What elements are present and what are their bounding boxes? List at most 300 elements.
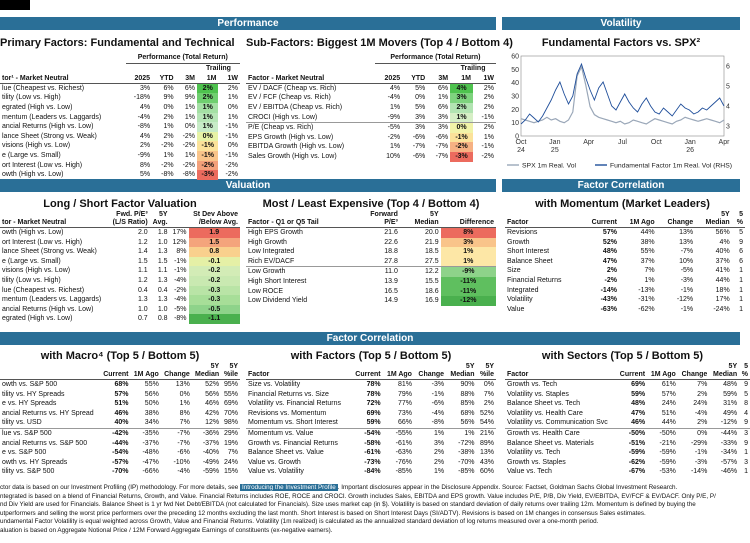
cell-value: 43%	[479, 458, 494, 466]
cell-value: -2%	[182, 161, 196, 169]
row-label: ort Interest (Low vs. High)	[2, 161, 83, 169]
table-row	[505, 390, 750, 400]
cell-value: 42%	[205, 409, 220, 417]
table-row	[246, 467, 496, 477]
cell-value: 4%	[139, 132, 151, 140]
investment-profile-link[interactable]: Introducing the Investment Profile	[241, 484, 336, 491]
column-header: Factor - Q1 or Q5 Tail	[246, 211, 354, 228]
table-row	[0, 418, 240, 428]
column-header	[0, 363, 100, 380]
cell-value: 69%	[366, 409, 381, 417]
table-row	[0, 276, 240, 286]
column-header: Factor - Market Neutral	[246, 73, 375, 83]
cell-value: -21%	[659, 439, 676, 447]
cell-value: 1.4	[137, 248, 148, 256]
cell-value: -44%	[112, 439, 129, 447]
factors-panel	[246, 363, 496, 477]
cell-value: 3%	[450, 93, 473, 103]
column-header: Current	[100, 363, 131, 380]
cell-value: 1.5	[137, 257, 148, 265]
y-tick-label: 0	[515, 133, 519, 141]
x-tick-label: 24	[517, 147, 525, 154]
cell-value: 0.4	[157, 286, 168, 294]
cell-value: 11.0	[354, 267, 400, 277]
row-label: Value vs. Volatility	[248, 468, 304, 476]
cell-value: 55%	[144, 381, 159, 388]
table-row	[0, 439, 240, 449]
table-row	[246, 458, 496, 468]
row-label: Momentum vs. Short Interest	[248, 419, 338, 427]
cell-value: 9	[744, 381, 748, 388]
cell-value: 17%	[715, 296, 730, 304]
cell-value: -10%	[173, 458, 190, 466]
cell-value: -7%	[177, 439, 190, 447]
cell-value: 1%	[197, 103, 218, 113]
cell-value: -0.3	[189, 295, 240, 305]
cell-value: 1.3	[157, 296, 168, 304]
cell-value: -37%	[202, 439, 220, 447]
cell-value: 6%	[437, 84, 449, 92]
cell-value: -72%	[458, 439, 475, 447]
row-label: owth vs. HY Spreads	[2, 458, 68, 466]
row-label: e (Large vs. Small)	[2, 151, 61, 159]
cell-value: 56%	[205, 390, 220, 398]
y-tick-label: 60	[511, 53, 519, 61]
footnote-2: ntegrated is based on a blend of Financial Returns, Growth, and Value. Financial Returns includes ROE, ROCE and CROCI. Growth includes Sales, EBITDA and EPS growth. Value includes P/E, P/B, Div Yield, EV/EBITDA, EV/FCF & EV/DACF. Only P/E, P/	[0, 492, 716, 500]
cell-value: 3%	[402, 123, 427, 133]
cell-value: 9	[744, 419, 748, 427]
volatility-chart	[505, 50, 740, 178]
row-label: Growth vs. Health Care	[505, 428, 616, 438]
row-label: ort Interest (Low vs. High)	[2, 238, 83, 246]
column-header: 5Y Median	[695, 211, 732, 228]
column-header: 1M Ago	[383, 363, 414, 380]
y2-tick-label: 6	[726, 63, 730, 71]
cell-value: 50%	[144, 400, 159, 408]
row-label: Rich EV/DACF	[248, 257, 295, 265]
column-header: 3M	[427, 73, 450, 83]
cell-value: -0.3	[189, 286, 240, 296]
cell-value: -4%	[137, 113, 151, 121]
y-tick-label: 50	[511, 66, 519, 74]
cell-value: -5%	[174, 305, 187, 313]
cell-value: 44%	[715, 276, 730, 284]
cell-value: -76%	[395, 458, 412, 466]
cell-value: 1%	[227, 94, 238, 102]
cell-value: 8%	[139, 161, 151, 169]
row-label: visions (High vs. Low)	[2, 142, 71, 150]
cell-value: 0.4	[137, 286, 148, 294]
table-row	[246, 439, 496, 449]
series-line	[521, 64, 724, 124]
cell-value: -63%	[600, 305, 617, 313]
cell-value: -49%	[202, 458, 220, 466]
cell-value: 70%	[223, 409, 238, 417]
column-header: 2025	[375, 73, 402, 83]
cell-value: -8%	[182, 171, 196, 179]
cell-value: -1%	[225, 123, 238, 131]
x-tick-label: Oct	[515, 139, 527, 146]
column-header: 5Y %ile	[476, 363, 496, 380]
cell-value: -13%	[638, 286, 655, 294]
table-row	[0, 247, 240, 257]
row-label: High Short Interest	[248, 277, 307, 285]
cell-value: 13%	[679, 229, 694, 236]
table-row	[505, 467, 750, 477]
row-label: EV / EBITDA (Cheap vs. Rich)	[248, 103, 343, 111]
cell-value: 18%	[715, 286, 730, 294]
cell-value: -70%	[458, 458, 475, 466]
table-row	[0, 103, 240, 113]
expensive-title: Most / Least Expensive (Top 4 / Bottom 4)	[262, 198, 480, 210]
table-row	[246, 257, 496, 267]
column-header: 1M Ago	[131, 363, 161, 380]
cell-value: 60%	[479, 468, 494, 476]
cell-value: 1	[744, 449, 748, 457]
cell-value: 21%	[476, 428, 496, 438]
cell-value: -6%	[177, 449, 190, 457]
table-row	[505, 247, 745, 257]
x-tick-label: Apr	[718, 139, 730, 146]
cell-value: 6	[739, 248, 743, 256]
header-row	[0, 211, 240, 228]
header-row	[0, 73, 240, 83]
row-label: Balance Sheet vs. Tech	[507, 400, 581, 408]
cell-value: 2%	[139, 142, 151, 150]
cell-value: 48%	[723, 381, 738, 388]
primary-factors-panel	[0, 53, 240, 180]
column-header: 1W	[473, 73, 496, 83]
table-row	[0, 151, 240, 161]
column-header: 5Y %ile	[221, 363, 240, 380]
cell-value: 1.0	[157, 238, 168, 246]
row-label: ancial Returns (High vs. Low)	[2, 305, 94, 313]
expensive-panel	[246, 211, 496, 306]
table-row	[0, 286, 240, 296]
footnote-3: nd Div Yield are used for Financials. Balance Sheet is 1 yr fwd Net Debt/EBITDA (not calculated for Financials). Size uses market cap (in $). Volatility is based on standard deviation of daily returns over trailing 12m. Momentum is defined by buying the	[0, 501, 696, 509]
row-label: Balance Sheet vs. Materials	[507, 439, 594, 447]
momentum-panel	[505, 211, 745, 314]
momentum-table	[505, 211, 745, 314]
row-label: Volatility vs. Financial Returns	[248, 400, 341, 408]
header-row	[505, 211, 745, 228]
row-label: e (Large vs. Small)	[2, 257, 61, 265]
row-label: lue (Cheapest vs. Richest)	[2, 84, 85, 92]
cell-value: 0%	[450, 123, 473, 133]
cell-value: 1.2	[137, 238, 148, 246]
x-tick-label: Jan	[684, 139, 696, 146]
cell-value: 16.9	[424, 297, 439, 305]
plot-frame	[521, 56, 724, 136]
cell-value: -1.1	[189, 314, 240, 324]
cell-value: 8%	[441, 228, 496, 238]
cell-value: 13%	[175, 381, 190, 388]
cell-value: 1	[739, 305, 743, 313]
cell-value: 7%	[644, 267, 655, 275]
cell-value: 1%	[437, 94, 449, 102]
cell-value: 55%	[640, 248, 655, 256]
cell-value: 61%	[661, 381, 676, 388]
column-header: Difference	[441, 211, 496, 228]
cell-value: 2%	[433, 449, 445, 457]
cell-value: 6%	[184, 84, 196, 92]
cell-value: -73%	[364, 458, 381, 466]
cell-value: 5%	[415, 84, 426, 92]
cell-value: 1%	[389, 143, 401, 151]
cell-value: -43%	[600, 296, 617, 304]
valuation-title: Long / Short Factor Valuation	[43, 198, 197, 210]
row-label: EV / DACF (Cheap vs. Rich)	[248, 84, 337, 92]
footnote-1-tail: . Important disclosures appear in the Disclosure Appendix. Source: Factset, Goldman Sachs Global Investment Research.	[337, 484, 678, 491]
cell-value: -2%	[161, 161, 174, 169]
footnote-5: undamental Factor Volatility is equal weighted across Growth, Value and Financial Returns. Volatility (1m realized) is calculated as the annualized standard deviation of log returns measured over a one-month period.	[0, 518, 599, 526]
cell-value: -63%	[395, 449, 412, 457]
cell-value: -7%	[161, 428, 192, 438]
expensive-table	[246, 211, 496, 306]
cell-value: 1%	[441, 247, 496, 257]
y-tick-label: 20	[511, 106, 519, 114]
cell-value: -1%	[225, 132, 238, 140]
cell-value: 1%	[441, 257, 496, 267]
row-label: Low Growth	[246, 267, 354, 277]
cell-value: 2%	[163, 132, 174, 140]
table-row	[246, 247, 496, 257]
cell-value: 5%	[415, 103, 426, 111]
cell-value: 46%	[631, 419, 646, 427]
cell-value: 0%	[163, 103, 174, 111]
cell-value: 78%	[366, 381, 381, 388]
cell-value: 54%	[479, 419, 494, 427]
cell-value: -2%	[450, 142, 473, 152]
cell-value: -2%	[387, 133, 401, 141]
row-label: Size vs. Volatility	[248, 381, 301, 388]
series-line	[521, 67, 724, 124]
row-label: Value vs. Tech	[507, 468, 552, 476]
cell-value: 1	[739, 296, 743, 304]
volatility-chart-title: Fundamental Factors vs. SPX²	[541, 37, 701, 49]
row-label: EBITDA Growth (High vs. Low)	[248, 143, 345, 151]
row-label: Low Integrated	[248, 248, 295, 256]
cell-value: -4%	[174, 296, 187, 304]
table-row	[246, 83, 496, 93]
cell-value: 48%	[631, 400, 646, 408]
cell-value: -1%	[197, 141, 218, 151]
cell-value: 0%	[197, 132, 218, 142]
row-label: Size	[507, 267, 521, 275]
table-row	[0, 305, 240, 315]
row-label: Growth vs. Staples	[507, 458, 566, 466]
cell-value: -1%	[197, 151, 218, 161]
cell-value: -59%	[659, 449, 676, 457]
table-row	[505, 257, 745, 267]
cell-value: -2%	[481, 152, 494, 160]
cell-value: 13.9	[384, 277, 398, 285]
factors-table	[246, 363, 496, 477]
cell-value: 4%	[719, 238, 730, 246]
cell-value: -2%	[604, 276, 617, 284]
column-header: Forward P/E³	[354, 211, 400, 228]
cell-value: -62%	[628, 458, 646, 466]
y-tick-label: 30	[511, 93, 519, 101]
cell-value: -8%	[161, 171, 174, 179]
cell-value: -1%	[431, 390, 445, 398]
cell-value: -12%	[441, 296, 496, 306]
cell-value: -2%	[197, 161, 218, 171]
cell-value: -57%	[112, 458, 129, 466]
band-factor-correlation-top: Factor Correlation	[502, 179, 740, 192]
cell-value: -85%	[458, 468, 475, 476]
cell-value: 1%	[433, 468, 445, 476]
cell-value: 51%	[114, 400, 129, 408]
row-label: EPS Growth (High vs. Low)	[248, 133, 334, 141]
row-label: tility (Low vs. High)	[2, 94, 61, 102]
row-label: Growth vs. Tech	[507, 381, 558, 388]
table-row	[505, 448, 750, 458]
cell-value: 1.3	[157, 248, 168, 256]
cell-value: -31%	[638, 296, 655, 304]
row-label: Growth vs. Financial Returns	[248, 439, 338, 447]
cell-value: -84%	[364, 468, 381, 476]
column-header: Factor	[246, 363, 351, 380]
cell-value: -51%	[628, 439, 646, 447]
cell-value: -54%	[112, 449, 129, 457]
cell-value: 2%	[483, 400, 494, 408]
cell-value: 9%	[184, 94, 196, 102]
column-header: St Dev Above /Below Avg.	[189, 211, 240, 228]
cell-value: -57%	[720, 458, 738, 466]
table-row	[0, 266, 240, 276]
cell-value: 21.9	[424, 238, 439, 246]
table-row	[246, 113, 496, 123]
table-row	[246, 428, 496, 438]
cell-value: 38%	[144, 409, 159, 417]
cell-value: 31%	[723, 400, 738, 408]
cell-value: 0.7	[137, 315, 148, 323]
row-label: Revisions	[507, 229, 538, 236]
legend-label: SPX 1m Real. Vol	[522, 162, 577, 170]
table-row	[0, 467, 240, 477]
cell-value: 2%	[433, 458, 445, 466]
cell-value: 0%	[227, 142, 238, 150]
cell-value: 48%	[602, 248, 617, 256]
cell-value: -12%	[720, 419, 738, 427]
cell-value: 85%	[460, 400, 475, 408]
table-row	[0, 380, 240, 390]
column-header: Factor	[505, 211, 581, 228]
cell-value: 0%	[179, 390, 190, 398]
legend-label: Fundamental Factor 1m Real. Vol (RHS)	[610, 162, 733, 170]
cell-value: -3%	[197, 170, 218, 180]
table-row	[246, 152, 496, 162]
column-header: 5 %	[739, 363, 750, 380]
row-label: lance Sheet (Strong vs. Weak)	[2, 248, 97, 256]
cell-value: -33%	[720, 439, 738, 447]
cell-value: 72%	[366, 400, 381, 408]
cell-value: 6%	[163, 84, 174, 92]
cell-value: -4%	[177, 468, 190, 476]
column-header: 5Y Median	[400, 211, 441, 228]
cell-value: 7%	[227, 449, 238, 457]
valuation-table	[0, 211, 240, 324]
cell-value: -42%	[100, 428, 131, 438]
primary-factors-table	[0, 53, 240, 180]
cell-value: 59%	[366, 419, 381, 427]
x-tick-label: 26	[686, 147, 695, 154]
cell-value: -2%	[182, 132, 196, 140]
row-label: Volatility vs. Health Care	[507, 409, 583, 417]
cell-value: 12.2	[400, 267, 441, 277]
cell-value: -48%	[142, 449, 159, 457]
column-header: Factor	[505, 363, 616, 380]
cell-value: 13%	[679, 238, 694, 246]
cell-value: 1%	[184, 103, 196, 111]
cell-value: -58%	[364, 439, 381, 447]
cell-value: -9%	[387, 113, 401, 121]
cell-value: 3%	[441, 238, 496, 248]
row-label: tility vs. USD	[2, 419, 42, 427]
cell-value: -6%	[412, 133, 426, 141]
cell-value: -47%	[142, 458, 159, 466]
band-performance: Performance	[0, 17, 496, 30]
column-header: 2025	[126, 73, 153, 83]
cell-value: -38%	[458, 449, 475, 457]
column-header: tor - Market Neutral	[0, 211, 109, 228]
row-label: Short Interest	[507, 248, 550, 256]
sub-factors-panel	[246, 53, 496, 162]
cell-value: 73%	[397, 409, 412, 417]
cell-value: -2%	[182, 142, 196, 150]
cell-value: -1%	[450, 133, 473, 143]
cell-value: 1.8	[157, 229, 168, 236]
cell-value: 51%	[661, 409, 676, 417]
cell-value: -1%	[694, 449, 708, 457]
cell-value: 4	[744, 409, 748, 417]
band-volatility: Volatility	[502, 17, 740, 30]
cell-value: 1%	[163, 151, 174, 159]
row-label: egrated (High vs. Low)	[2, 315, 73, 323]
row-label: Volatility	[507, 296, 533, 304]
row-label: e vs. HY Spreads	[2, 400, 57, 408]
cell-value: 47%	[631, 409, 646, 417]
cell-value: 20.0	[424, 229, 439, 236]
cell-value: 3	[744, 458, 748, 466]
cell-value: -7%	[412, 143, 426, 151]
table-row	[505, 295, 745, 305]
cell-value: 95%	[223, 381, 238, 388]
table-row	[0, 228, 240, 238]
cell-value: 5%	[139, 171, 151, 179]
cell-value: 1%	[389, 103, 401, 111]
cell-value: 40%	[715, 248, 730, 256]
cell-value: 1%	[446, 428, 476, 438]
cell-value: -37%	[142, 439, 159, 447]
cell-value: -59%	[202, 468, 220, 476]
table-row	[0, 257, 240, 267]
cell-value: 52%	[205, 381, 220, 388]
footnote-1-text: ctor data is based on our Investment Profiling (IP) methodology. For more details, see	[0, 484, 239, 491]
cell-value: -59%	[628, 449, 646, 457]
table-row	[505, 266, 745, 276]
macro-title: with Macro⁴ (Top 5 / Bottom 5)	[40, 350, 200, 362]
cell-value: 57%	[114, 390, 129, 398]
table-row	[0, 113, 240, 123]
cell-value: 2%	[197, 83, 218, 93]
table-row	[246, 228, 496, 238]
column-header: Fwd. P/E³ (L/S Ratio)	[109, 211, 150, 228]
cell-value: -8%	[137, 123, 151, 131]
cell-value: 1	[739, 286, 743, 294]
column-header: Change	[161, 363, 192, 380]
